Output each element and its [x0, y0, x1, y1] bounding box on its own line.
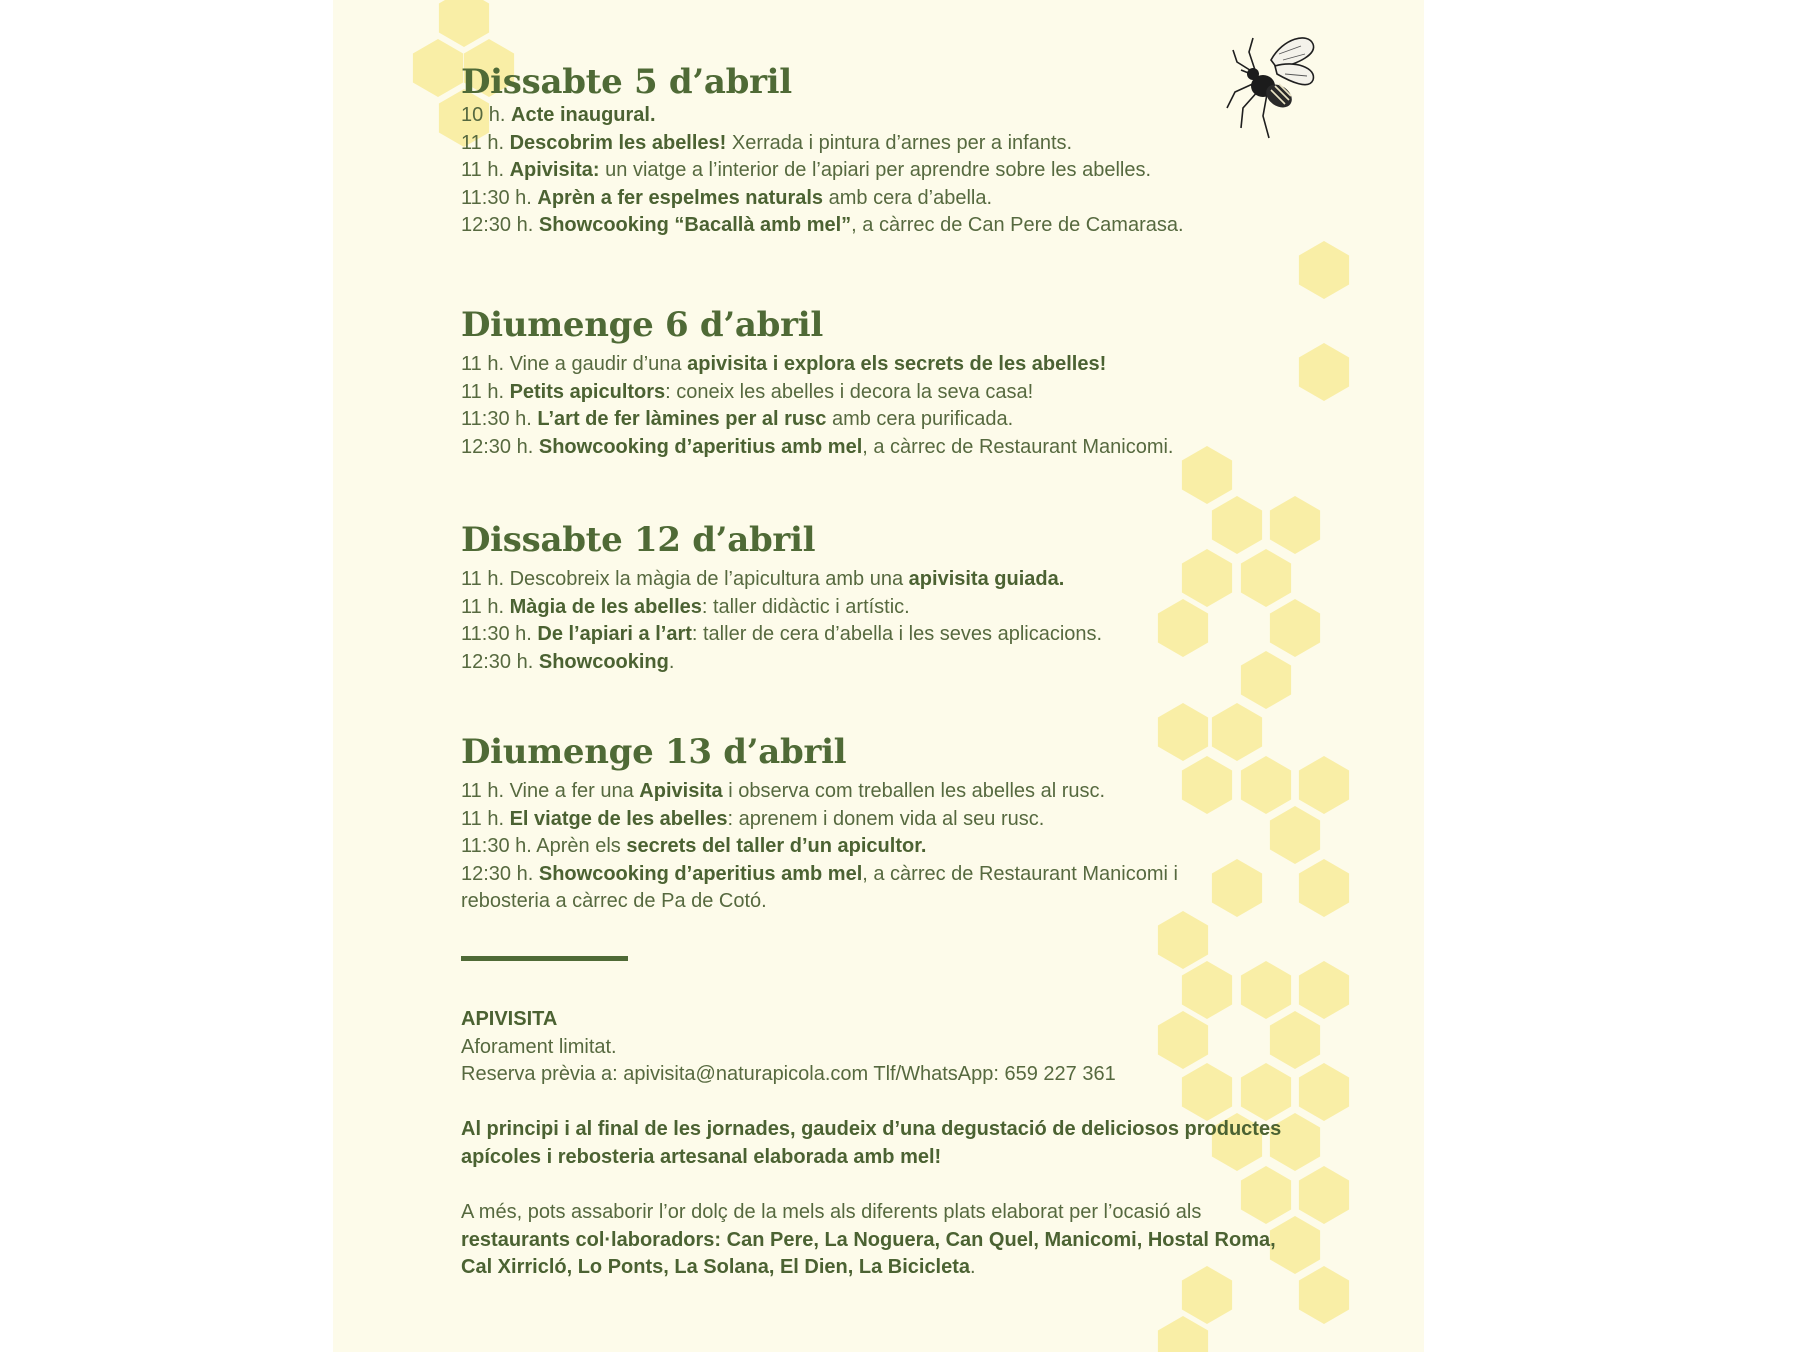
- event-time: 12:30 h.: [461, 862, 534, 885]
- event-item: [461, 130, 1281, 158]
- day-section: [461, 732, 1281, 916]
- honeycomb-hexagon: [1299, 343, 1349, 401]
- honeycomb-hexagon: [1299, 756, 1349, 814]
- event-item: [461, 157, 1281, 185]
- restaurants-list: : Can Pere, La Noguera, Can Quel, Manicomi, Hostal Roma, Cal Xirricló, Lo Ponts, La Solana, El Dien, La Bicicleta: [461, 1228, 1276, 1278]
- event-time: 11:30 h.: [461, 623, 532, 645]
- event-text: i observa com treballen les abelles al rusc.: [722, 780, 1106, 802]
- day-heading: Dissabte 12 d’abril: [461, 520, 816, 560]
- event-text: : taller de cera d’abella i les seves aplicacions.: [691, 623, 1103, 645]
- event-time: 10 h.: [461, 104, 506, 126]
- event-highlight: Showcooking d’aperitius amb mel: [538, 435, 863, 458]
- event-time: 11:30 h.: [461, 186, 532, 209]
- event-time: 12:30 h.: [461, 435, 534, 458]
- event-highlight: Apivisita: [639, 780, 723, 802]
- event-highlight: De l’apiari a l’art: [537, 623, 692, 645]
- event-item: [461, 406, 1281, 434]
- event-text: un viatge a l’interior de l’apiari per aprendre sobre les abelles.: [599, 159, 1152, 181]
- honeycomb-hexagon: [1299, 859, 1349, 917]
- event-text: : coneix les abelles i decora la seva casa!: [665, 380, 1034, 403]
- event-time: 11 h.: [461, 807, 504, 830]
- event-highlight: El viatge de les abelles: [509, 807, 728, 830]
- booking-contact: Reserva prèvia a: apivisita@naturapicola.com Tlf/WhatsApp: 659 227 361: [461, 1063, 1116, 1085]
- event-time: 11 h.: [461, 595, 504, 618]
- event-time: 12:30 h.: [461, 214, 534, 236]
- event-text: amb cera d’abella.: [823, 186, 993, 209]
- divider-line: [461, 956, 628, 961]
- day-section: [461, 305, 1281, 461]
- event-time: 11 h.: [461, 568, 504, 590]
- event-highlight: Acte inaugural.: [511, 104, 656, 126]
- honeycomb-hexagon: [413, 39, 463, 97]
- event-item: [461, 649, 1281, 677]
- event-highlight: secrets del taller d’un apicultor.: [626, 835, 927, 857]
- restaurants-end: .: [970, 1256, 976, 1278]
- event-text: Descobreix la màgia de l’apicultura amb una: [509, 568, 909, 590]
- event-highlight: apivisita i explora els secrets de les abelles!: [687, 353, 1107, 375]
- honeycomb-hexagon: [1158, 911, 1208, 969]
- apivisita-info: [461, 1006, 1321, 1089]
- event-time: 11:30 h.: [461, 408, 532, 430]
- event-highlight: Apivisita:: [509, 159, 600, 181]
- restaurants-note: [461, 1199, 1311, 1282]
- event-highlight: Showcooking: [538, 650, 669, 673]
- event-highlight: L’art de fer làmines per al rusc: [537, 408, 827, 430]
- event-time: 11 h.: [461, 780, 504, 802]
- honeycomb-hexagon: [439, 0, 489, 47]
- event-list: [461, 102, 1281, 240]
- event-highlight: Màgia de les abelles: [509, 595, 702, 618]
- program-sheet: [333, 0, 1424, 1352]
- event-item: [461, 379, 1281, 407]
- event-text: : aprenem i donem vida al seu rusc.: [727, 807, 1045, 830]
- event-item: [461, 833, 1221, 861]
- event-text: Vine a gaudir d’una: [509, 353, 688, 375]
- day-section: [461, 520, 1281, 676]
- apivisita-title: APIVISITA: [461, 1008, 558, 1030]
- day-heading: Diumenge 6 d’abril: [461, 305, 823, 345]
- event-item: [461, 434, 1281, 462]
- event-item: [461, 621, 1281, 649]
- event-text: : taller didàctic i artístic.: [701, 595, 910, 618]
- tasting-note: Al principi i al final de les jornades, gaudeix d’una degustació de deliciosos productes apícoles i rebosteria artesanal elaborada amb mel!: [461, 1118, 1282, 1168]
- event-time: 11:30 h.: [461, 835, 532, 857]
- event-list: [461, 778, 1221, 916]
- event-time: 12:30 h.: [461, 650, 534, 673]
- event-highlight: Aprèn a fer espelmes naturals: [537, 186, 824, 209]
- event-highlight: Showcooking “Bacallà amb mel”: [538, 214, 852, 236]
- day-section: [461, 62, 1281, 240]
- event-text: , a càrrec de Restaurant Manicomi.: [862, 435, 1174, 458]
- event-highlight: apivisita guiada.: [908, 568, 1065, 590]
- honeycomb-hexagon: [1158, 1316, 1208, 1352]
- event-time: 11 h.: [461, 353, 504, 375]
- day-heading: Dissabte 5 d’abril: [461, 62, 792, 102]
- event-text: .: [668, 650, 675, 673]
- event-item: [461, 861, 1221, 916]
- event-highlight: Showcooking d’aperitius amb mel: [538, 862, 863, 885]
- event-text: amb cera purificada.: [826, 408, 1014, 430]
- event-text: Aprèn els: [536, 835, 627, 857]
- honeycomb-hexagon: [1299, 241, 1349, 299]
- event-time: 11 h.: [461, 380, 504, 403]
- event-item: [461, 351, 1281, 379]
- capacity-note: Aforament limitat.: [461, 1035, 617, 1058]
- event-text: , a càrrec de Can Pere de Camarasa.: [851, 214, 1184, 236]
- event-item: [461, 212, 1281, 240]
- event-text: , a càrrec de Restaurant Manicomi i rebosteria a càrrec de Pa de Cotó.: [461, 862, 1178, 912]
- event-text: Xerrada i pintura d’arnes per a infants.: [726, 131, 1073, 154]
- event-highlight: Descobrim les abelles!: [509, 131, 727, 154]
- restaurants-intro: A més, pots assaborir l’or dolç de la mels als diferents plats elaborat per l’ocasió als: [461, 1201, 1202, 1223]
- event-time: 11 h.: [461, 131, 504, 154]
- day-heading: Diumenge 13 d’abril: [461, 732, 847, 772]
- event-time: 11 h.: [461, 159, 504, 181]
- event-highlight: Petits apicultors: [509, 380, 666, 403]
- event-item: [461, 102, 1281, 130]
- event-list: [461, 351, 1281, 461]
- event-item: [461, 185, 1281, 213]
- restaurants-label: restaurants col·laboradors: [461, 1228, 715, 1251]
- event-text: Vine a fer una: [509, 780, 640, 802]
- event-item: [461, 778, 1221, 806]
- event-item: [461, 566, 1281, 594]
- event-item: [461, 806, 1221, 834]
- event-list: [461, 566, 1281, 676]
- event-item: [461, 594, 1281, 622]
